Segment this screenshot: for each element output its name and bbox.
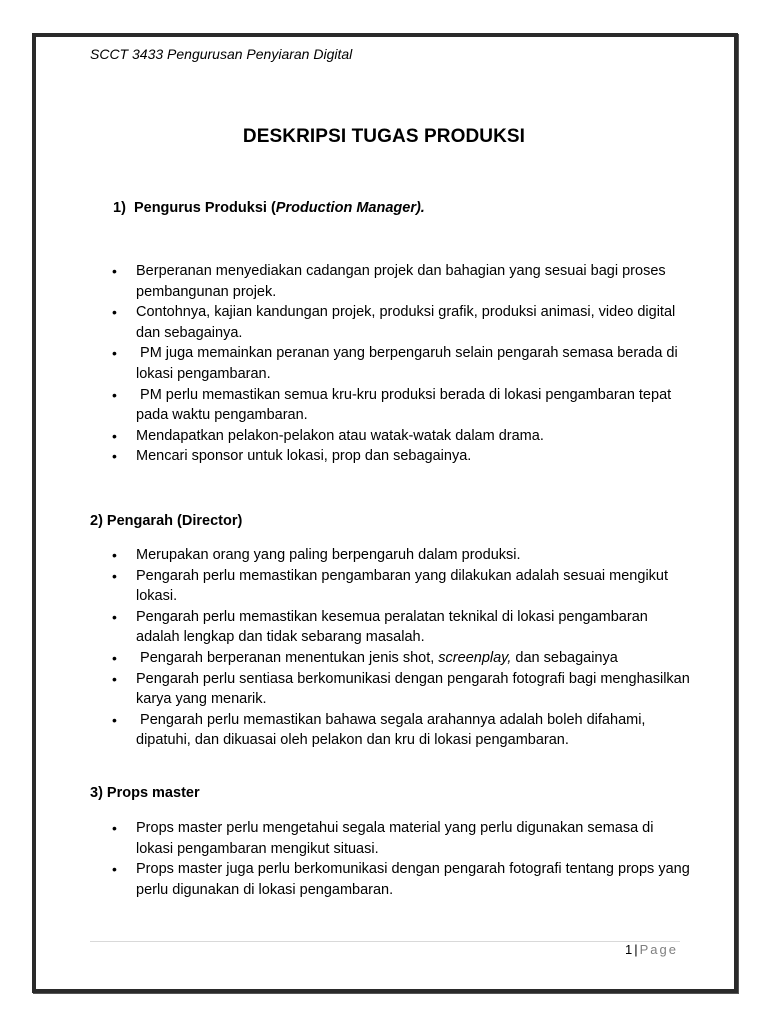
list-item-text: Props master perlu mengetahui segala material yang perlu digunakan semasa di lokasi pengambaran mengikut situasi. (136, 820, 654, 857)
page-label: Page (639, 942, 678, 957)
section-2-heading: 2) Pengarah (Director) (90, 513, 243, 529)
section-1-list (90, 261, 690, 467)
bullet-icon: • (112, 670, 117, 687)
bullet-icon: • (112, 304, 117, 321)
list-item (90, 426, 690, 447)
list-item (90, 446, 690, 467)
list-item-text: Merupakan orang yang paling berpengaruh dalam produksi. (136, 547, 521, 563)
bullet-icon: • (112, 547, 117, 563)
list-item-text: PM juga memainkan peranan yang berpengaruh selain pengarah semasa berada di lokasi pengambaran. (136, 345, 682, 382)
list-item (90, 818, 690, 859)
bullet-icon: • (112, 427, 117, 444)
list-item-text: Props master juga perlu berkomunikasi dengan pengarah fotografi tentang props yang perlu digunakan di lokasi pengambaran. (136, 861, 690, 898)
list-item-text: Pengarah perlu memastikan pengambaran yang dilakukan adalah sesuai mengikut lokasi. (136, 567, 669, 605)
bullet-icon: • (112, 649, 117, 666)
list-item (90, 648, 690, 669)
list-item-text: Pengarah perlu sentiasa berkomunikasi dengan pengarah fotografi bagi menghasilkan karya yang menarik. (136, 670, 690, 708)
section-1-title: Pengurus Produksi ( (133, 200, 276, 216)
list-item-text: dan sebagainya (511, 649, 618, 666)
list-item-text: Pengarah berperanan menentukan jenis shot, (136, 649, 439, 666)
bullet-icon: • (112, 448, 117, 465)
bullet-icon: • (112, 263, 117, 279)
list-item (90, 607, 690, 648)
list-item-text: Contohnya, kajian kandungan projek, produksi grafik, produksi animasi, video digital dan sebagainya. (136, 304, 676, 341)
list-item-text: Pengarah perlu memastikan bahawa segala arahannya adalah boleh difahami, dipatuhi, dan dikuasai oleh pelakon dan kru di lokasi pengambaran. (136, 711, 650, 749)
list-item (90, 343, 690, 384)
footer-divider (90, 941, 680, 942)
list-item-text: Pengarah perlu memastikan kesemua peralatan teknikal di lokasi pengambaran adalah lengkap dan tidak sebarang masalah. (136, 608, 648, 646)
bullet-icon: • (112, 861, 117, 878)
bullet-icon: • (112, 711, 117, 728)
running-header: SCCT 3433 Pengurusan Penyiaran Digital (90, 46, 353, 62)
list-item-italic-text: screenplay, (438, 649, 512, 666)
bullet-icon: • (112, 386, 117, 403)
bullet-icon: • (112, 345, 117, 362)
page-footer (625, 942, 678, 957)
bullet-icon: • (112, 820, 117, 836)
bullet-icon: • (112, 608, 117, 625)
section-1-number: 1) (113, 200, 126, 216)
section-1-title-italic: Production Manager). (275, 200, 425, 216)
section-3-heading: 3) Props master (90, 785, 200, 801)
section-2-list (90, 545, 690, 751)
list-item-text: Mendapatkan pelakon-pelakon atau watak-watak dalam drama. (136, 427, 544, 444)
list-item (90, 566, 690, 607)
bullet-icon: • (112, 567, 117, 584)
list-item (90, 385, 690, 426)
list-item (90, 545, 690, 566)
list-item (90, 302, 690, 343)
section-1-heading (113, 200, 425, 216)
document-title: DESKRIPSI TUGAS PRODUKSI (242, 126, 526, 147)
footer-separator: | (634, 942, 638, 957)
list-item (90, 710, 690, 751)
list-item-text: PM perlu memastikan semua kru-kru produksi berada di lokasi pengambaran tepat pada waktu pengambaran. (136, 386, 676, 424)
list-item (90, 859, 690, 900)
list-item (90, 261, 690, 302)
page-number: 1 (625, 942, 633, 957)
list-item (90, 669, 690, 710)
list-item-text: Berperanan menyediakan cadangan projek dan bahagian yang sesuai bagi proses pembangunan projek. (136, 263, 666, 300)
section-3-list (90, 818, 690, 900)
list-item-text: Mencari sponsor untuk lokasi, prop dan sebagainya. (136, 448, 472, 465)
